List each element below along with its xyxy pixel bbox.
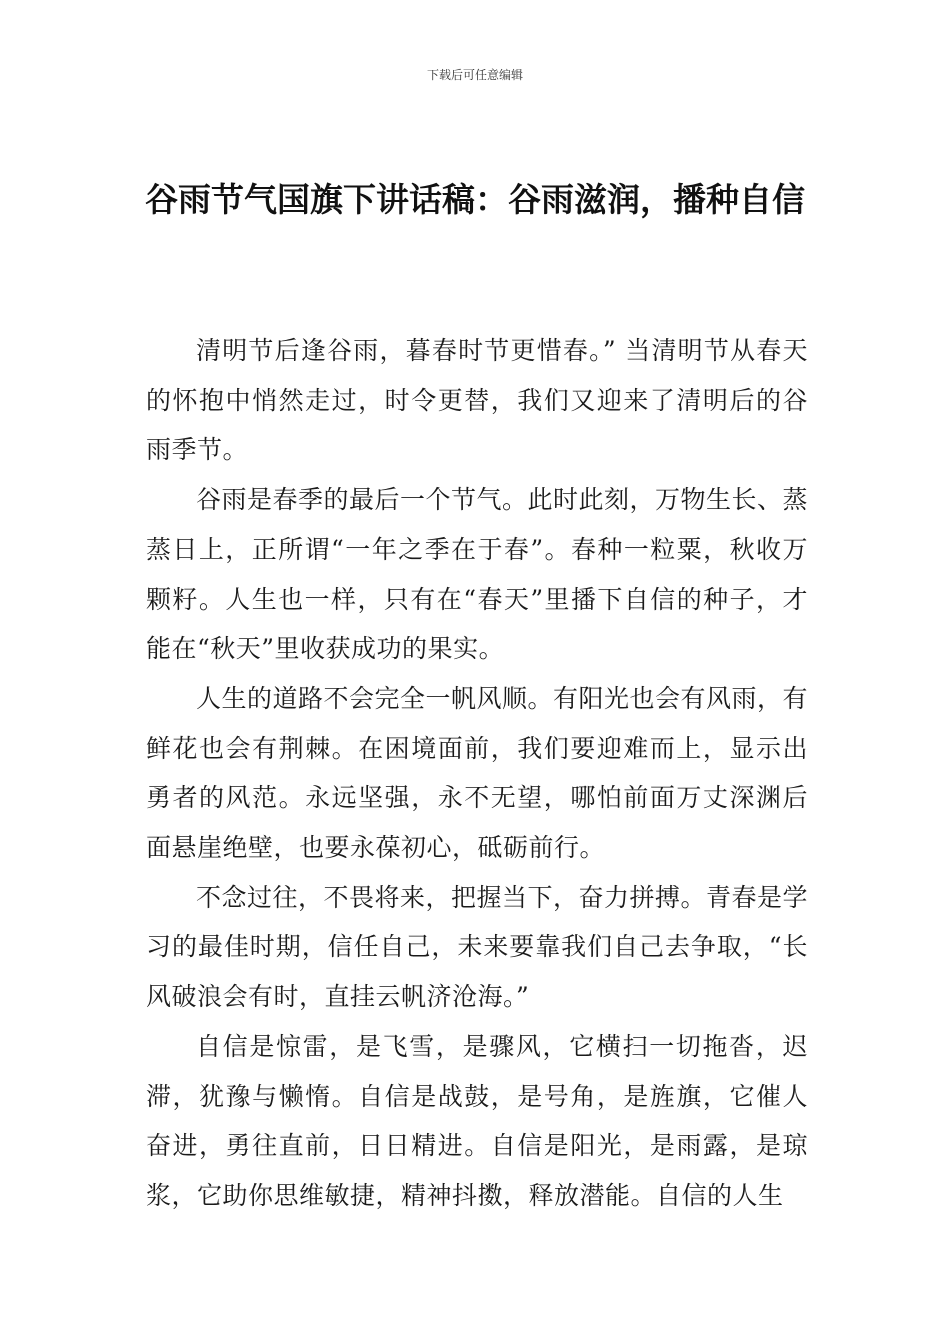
document-body <box>146 326 808 1221</box>
paragraph-2: 谷雨是春季的最后一个节气。此时此刻，万物生长、蒸蒸日上，正所谓“一年之季在于春”。春种一粒粟，秋收万颗籽。人生也一样，只有在“春天”里播下自信的种子，才能在“秋天”里收获成功的果实。 <box>146 485 809 664</box>
paragraph-1: 清明节后逢谷雨，暮春时节更惜春。” 当清明节从春天的怀抱中悄然走过，时令更替，我们又迎来了清明后的谷雨季节。 <box>146 336 808 465</box>
paragraph-5: 自信是惊雷，是飞雪，是骤风，它横扫一切拖沓，迟滞，犹豫与懒惰。自信是战鼓，是号角，是旌旗，它催人奋进，勇往直前，日日精进。自信是阳光，是雨露，是琼浆，它助你思维敏捷，精神抖擞，释放潜能。自信的人生 <box>146 1031 808 1210</box>
paragraph-4: 不念过往，不畏将来，把握当下，奋力拼搏。青春是学习的最佳时期，信任自己，未来要靠我们自己去争取，“长风破浪会有时，直挂云帆济沧海。” <box>146 882 809 1012</box>
document-title: 谷雨节气国旗下讲话稿：谷雨滋润，播种自信 <box>145 180 805 219</box>
paragraph-3: 人生的道路不会完全一帆风顺。有阳光也会有风雨，有鲜花也会有荆棘。在困境面前，我们要迎难而上，显示出勇者的风范。永远坚强，永不无望，哪怕前面万丈深渊后面悬崖绝壁，也要永葆初心，砥砺前行。 <box>146 683 809 863</box>
header-note: 下载后可任意编辑 <box>426 68 523 82</box>
